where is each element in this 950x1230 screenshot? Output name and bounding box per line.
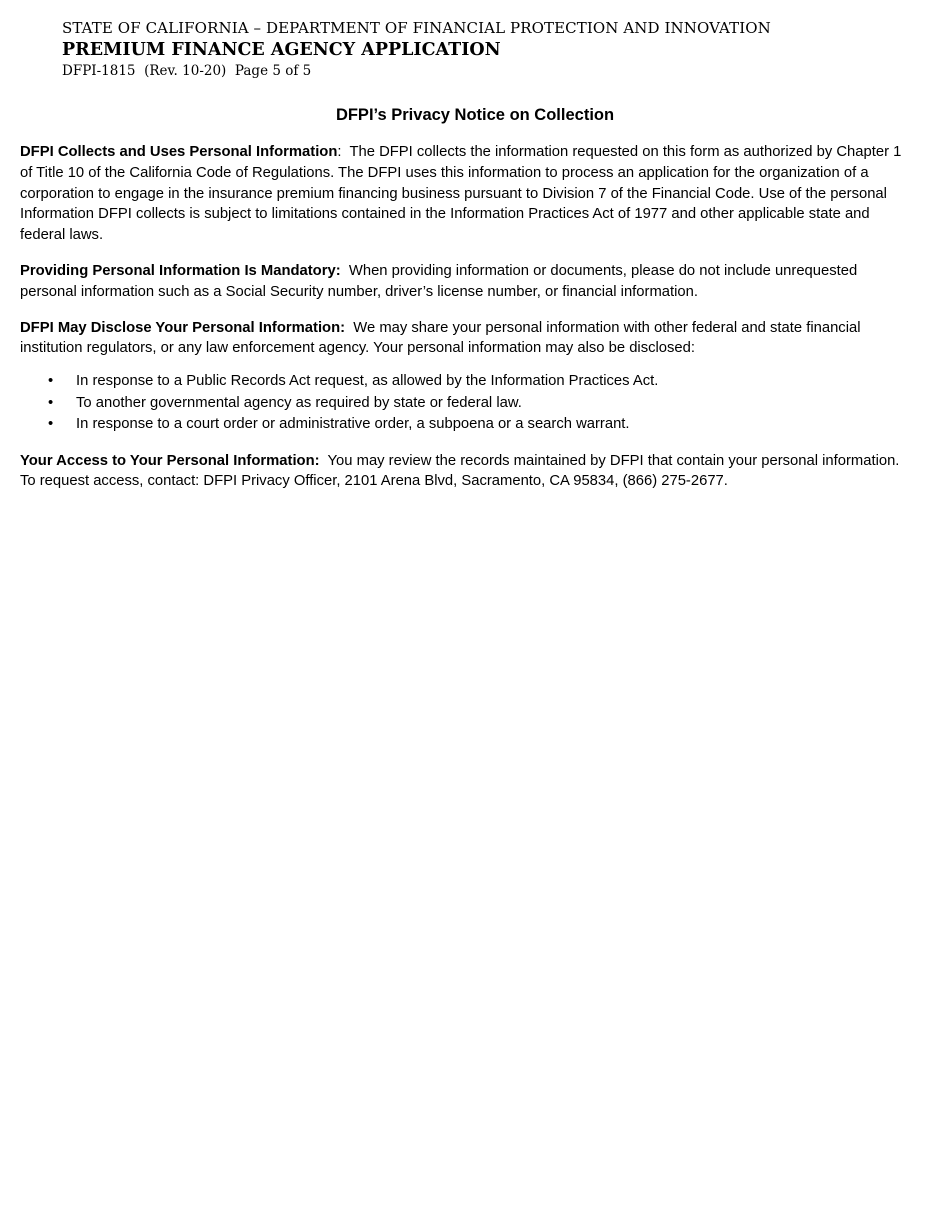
heading-separator xyxy=(341,263,349,279)
section-body: You may review the records maintained by DFPI that contain your personal information. To request access, contact: DFPI Privacy Officer, 2101 Arena Blvd, Sacramento, CA 95834, (866) 275-2677. xyxy=(20,452,900,490)
form-id-page-number: DFPI-1815 (Rev. 10-20) Page 5 of 5 xyxy=(62,63,312,79)
bullet-icon: • xyxy=(48,373,54,390)
heading-separator xyxy=(320,453,328,469)
disclose-paragraph xyxy=(20,318,915,360)
application-title: PREMIUM FINANCE AGENCY APPLICATION xyxy=(62,40,501,60)
form-header xyxy=(62,18,771,81)
disclosure-list xyxy=(20,371,915,436)
section-heading: DFPI May Disclose Your Personal Information: xyxy=(20,319,346,336)
section-body: When providing information or documents, please do not include unrequested personal information such as a Social Security number, driver’s license number, or financial information. xyxy=(20,262,858,300)
list-item-text: In response to a Public Records Act request, as allowed by the Information Practices Act. xyxy=(76,373,659,390)
section-body: The DFPI collects the information requested on this form as authorized by Chapter 1 of Title 10 of the California Code of Regulations. The DFPI uses this information to process an application for the organization of a corporation to engage in the insurance premium financing business pursuant to Division 7 of the Financial Code. Use of the personal Information DFPI collects is subject to limitations contained in the Information Practices Act of 1977 and other applicable state and federal laws. xyxy=(20,144,902,244)
bullet-icon: • xyxy=(48,416,54,433)
list-item-text: In response to a court order or administrative order, a subpoena or a search warrant. xyxy=(76,416,630,433)
list-item xyxy=(20,371,915,393)
collects-uses-paragraph xyxy=(20,142,915,246)
agency-name: STATE OF CALIFORNIA – DEPARTMENT OF FINANCIAL PROTECTION AND INNOVATION xyxy=(62,19,771,37)
list-item xyxy=(20,414,915,436)
section-heading: DFPI Collects and Uses Personal Information xyxy=(20,144,338,160)
mandatory-paragraph xyxy=(20,261,915,303)
privacy-notice-title: DFPI’s Privacy Notice on Collection xyxy=(335,106,615,124)
section-heading: Providing Personal Information Is Mandatory: xyxy=(20,262,341,279)
heading-separator: : xyxy=(337,144,350,160)
section-body: We may share your personal information with other federal and state financial institution regulators, or any law enforcement agency. Your personal information may also be disclosed: xyxy=(20,319,861,357)
access-paragraph xyxy=(20,451,915,493)
list-item xyxy=(20,393,915,415)
section-heading: Your Access to Your Personal Information: xyxy=(20,452,320,469)
privacy-notice-body xyxy=(20,142,915,507)
list-item-text: To another governmental agency as required by state or federal law. xyxy=(76,394,522,411)
bullet-icon: • xyxy=(48,394,54,411)
